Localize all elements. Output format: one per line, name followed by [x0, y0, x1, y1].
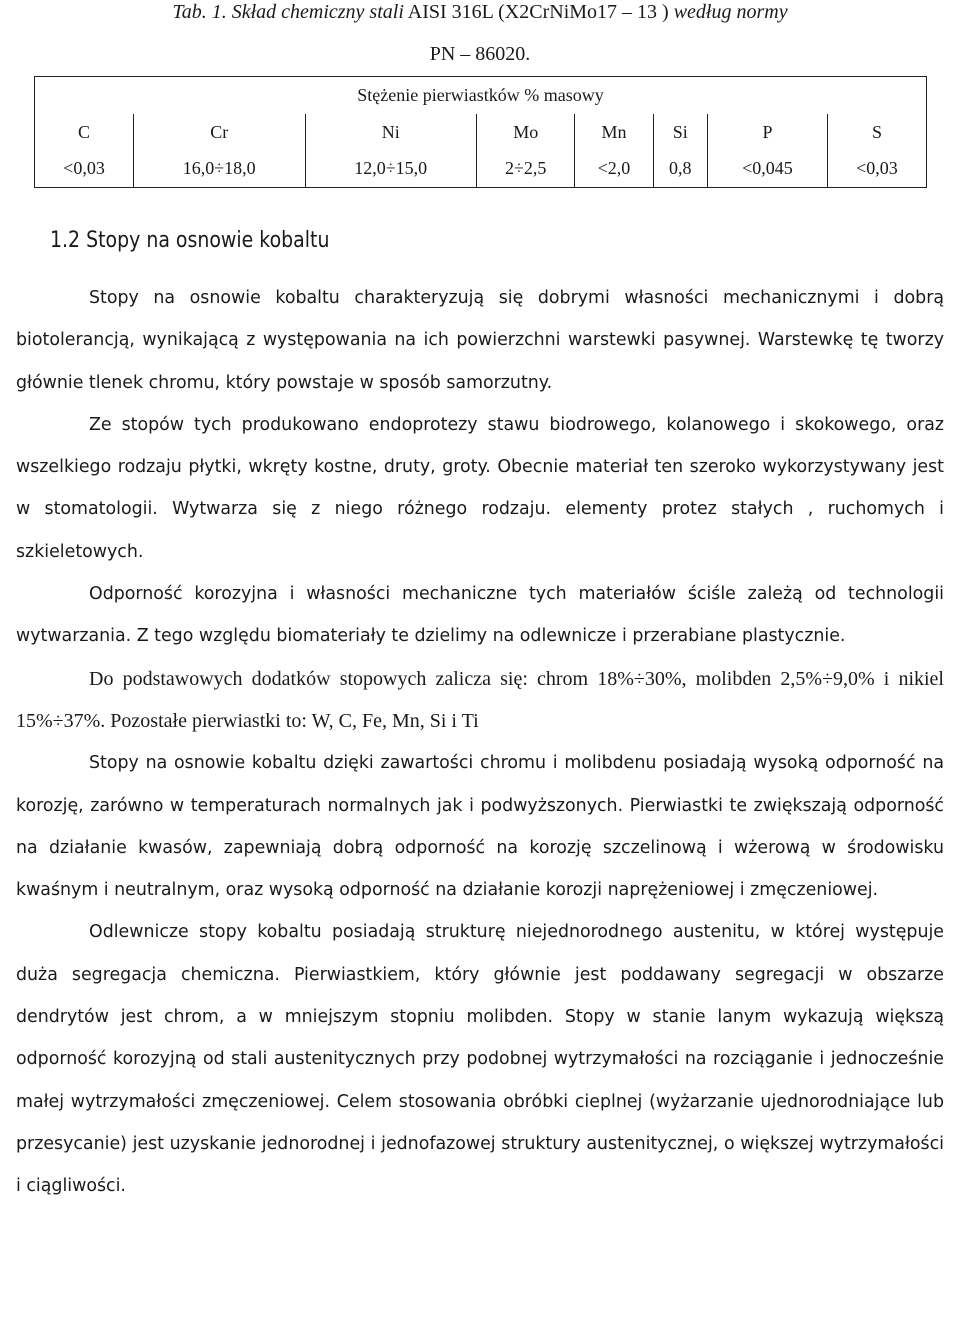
paragraph: Stopy na osnowie kobaltu charakteryzują się dobrymi własności mechanicznymi i dobrą biotolerancją, wynikającą z występowania na ich powierzchni warstewki pasywnej. Warstewkę tę tworzy głównie tlenek chromu, który powstaje w sposób samorzutny.	[16, 288, 944, 393]
table-cell: 2÷2,5	[477, 150, 575, 188]
caption-italic-part2: według normy	[673, 1, 788, 23]
caption-steel-grade: AISI 316L (X2CrNiMo17 – 13 )	[407, 1, 669, 23]
caption-italic-part: Tab. 1. Skład chemiczny stali	[172, 1, 404, 23]
caption-standard: PN – 86020.	[429, 43, 531, 65]
table-cell: <0,03	[827, 150, 926, 188]
column-header: Mo	[477, 114, 575, 150]
column-header: C	[35, 114, 134, 150]
paragraph: Stopy na osnowie kobaltu dzięki zawartości chromu i molibdenu posiadają wysoką odporność na korozję, zarówno w temperaturach normalnych jak i podwyższonych. Pierwiastki te zwiększają odporność na działanie kwasów, zapewniają dobrą odporność na korozję szczelinową i wżerową w środowisku kwaśnym i neutralnym, oraz wysoką odporność na działanie korozji naprężeniowej i zmęczeniowej.	[16, 753, 944, 901]
table-cell: 12,0÷15,0	[305, 150, 477, 188]
table-header: Stężenie pierwiastków % masowy	[35, 77, 927, 115]
column-header: Si	[653, 114, 708, 150]
table-cell: <0,045	[708, 150, 828, 188]
paragraph: Odlewnicze stopy kobaltu posiadają strukturę niejednorodnego austenitu, w której występuje duża segregacja chemiczna. Pierwiastkiem, który głównie jest poddawany segregacji w obszarze dendrytów jest chrom, a w mniejszym stopniu molibden. Stopy w stanie lanym wykazują większą odporność korozyjną od stali austenitycznych przy podobnej wytrzymałości na rozciąganie i jednocześnie małej wytrzymałości zmęczeniowej. Celem stosowania obróbki cieplnej (wyżarzanie ujednorodniające lub przesycanie) jest uzyskanie jednorodnej i jednofazowej struktury austenitycznej, o większej wytrzymałości i ciągliwości.	[16, 922, 944, 1197]
table-cell: <2,0	[575, 150, 653, 188]
paragraph: Ze stopów tych produkowano endoprotezy stawu biodrowego, kolanowego i skokowego, oraz wszelkiego rodzaju płytki, wkręty kostne, druty, groty. Obecnie materiał ten szeroko wykorzystywany jest w stomatologii. Wytwarza się z niego różnego rodzaju. elementy protez stałych , ruchomych i szkieletowych.	[16, 414, 944, 562]
table-cell: 0,8	[653, 150, 708, 188]
paragraph: Do podstawowych dodatków stopowych zalicza się: chrom 18%÷30%, molibden 2,5%÷9,0% i nikiel 15%÷37%. Pozostałe pierwiastki to: W, C, Fe, Mn, Si i Ti	[16, 667, 944, 732]
table-caption	[0, 0, 960, 33]
column-header: Mn	[575, 114, 653, 150]
column-header: P	[708, 114, 828, 150]
table-cell: <0,03	[35, 150, 134, 188]
column-header: S	[827, 114, 926, 150]
column-header: Cr	[134, 114, 306, 150]
body-text	[16, 277, 944, 1208]
composition-table	[34, 76, 927, 188]
section-heading: 1.2 Stopy na osnowie kobaltu	[50, 228, 330, 253]
table-cell: 16,0÷18,0	[134, 150, 306, 188]
column-header: Ni	[305, 114, 477, 150]
table-caption-line2	[0, 33, 960, 75]
paragraph: Odporność korozyjna i własności mechaniczne tych materiałów ściśle zależą od technologii wytwarzania. Z tego względu biomateriały te dzielimy na odlewnicze i przerabiane plastycznie.	[16, 584, 944, 647]
